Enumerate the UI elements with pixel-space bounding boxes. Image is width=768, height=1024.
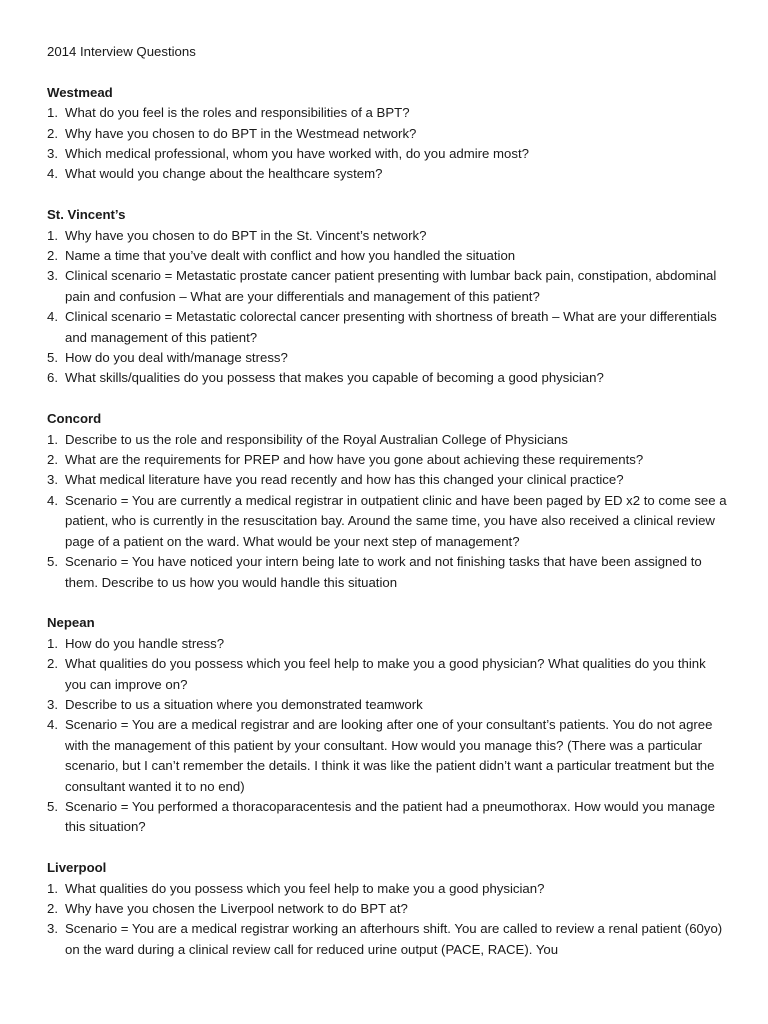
question-text: Why have you chosen to do BPT in the St. Vincent’s network? xyxy=(65,227,427,243)
question-text: What qualities do you possess which you feel help to make you a good physician? xyxy=(65,880,545,896)
question-text: Scenario = You are a medical registrar and are looking after one of your consultant’s patients. You do not agree with the management of this patient by your consultant. How would you manage this? (There was a particular scenario, but I can’t remember the details. I think it was like the patient didn’t want a particular treatment but the consultant wanted it to no end) xyxy=(65,717,715,794)
question-number: 2. xyxy=(47,656,58,672)
question-number: 1. xyxy=(47,227,58,243)
question-number: 2. xyxy=(47,900,58,916)
question-item xyxy=(47,266,728,307)
question-number: 2. xyxy=(47,248,58,264)
question-text: What are the requirements for PREP and how have you gone about achieving these requirements? xyxy=(65,452,644,468)
question-list xyxy=(47,103,728,185)
section-nepean xyxy=(47,613,728,837)
question-item xyxy=(47,695,728,715)
question-text: Scenario = You are currently a medical registrar in outpatient clinic and have been paged by ED x2 to come see a patient, who is currently in the resuscitation bay. Around the same time, you have also received a clinical review page of a patient on the ward. What would be your next step of management? xyxy=(65,492,727,549)
question-number: 2. xyxy=(47,452,58,468)
question-item xyxy=(47,491,728,552)
question-number: 1. xyxy=(47,880,58,896)
question-item xyxy=(47,144,728,164)
question-item xyxy=(47,797,728,838)
question-number: 1. xyxy=(47,105,58,121)
question-number: 3. xyxy=(47,268,58,284)
question-text: Name a time that you’ve dealt with conflict and how you handled the situation xyxy=(65,248,516,264)
question-text: What medical literature have you read recently and how has this changed your clinical practice? xyxy=(65,472,624,488)
section-liverpool xyxy=(47,858,728,960)
section-title: Concord xyxy=(47,411,102,427)
section-westmead xyxy=(47,83,728,185)
question-number: 4. xyxy=(47,309,58,325)
question-item xyxy=(47,654,728,695)
question-item xyxy=(47,368,728,388)
question-item xyxy=(47,164,728,184)
section-title: Liverpool xyxy=(47,860,107,876)
question-text: Scenario = You have noticed your intern being late to work and not finishing tasks that have been assigned to them. Describe to us how you would handle this situation xyxy=(65,554,702,590)
question-item xyxy=(47,470,728,490)
question-number: 1. xyxy=(47,431,58,447)
question-number: 4. xyxy=(47,717,58,733)
question-item xyxy=(47,634,728,654)
question-item xyxy=(47,103,728,123)
question-item xyxy=(47,124,728,144)
question-item xyxy=(47,246,728,266)
question-text: What do you feel is the roles and responsibilities of a BPT? xyxy=(65,105,410,121)
document-title: 2014 Interview Questions xyxy=(47,44,196,59)
question-item xyxy=(47,899,728,919)
question-text: What would you change about the healthcare system? xyxy=(65,166,383,182)
question-number: 3. xyxy=(47,696,58,712)
question-item xyxy=(47,226,728,246)
section-title: Nepean xyxy=(47,615,95,631)
section-title: Westmead xyxy=(47,84,113,100)
question-text: Scenario = You performed a thoracoparacentesis and the patient had a pneumothorax. How would you manage this situation? xyxy=(65,798,715,835)
question-item xyxy=(47,919,728,960)
question-list xyxy=(47,226,728,389)
question-text: Describe to us a situation where you demonstrated teamwork xyxy=(65,696,423,712)
question-item xyxy=(47,430,728,450)
section-st-vincent-s xyxy=(47,205,728,389)
question-number: 2. xyxy=(47,125,58,141)
question-number: 5. xyxy=(47,798,58,814)
question-text: Why have you chosen the Liverpool network to do BPT at? xyxy=(65,900,408,916)
question-number: 4. xyxy=(47,166,58,182)
question-text: Which medical professional, whom you have worked with, do you admire most? xyxy=(65,146,529,162)
question-text: How do you handle stress? xyxy=(65,635,225,651)
question-number: 5. xyxy=(47,554,58,570)
question-number: 3. xyxy=(47,472,58,488)
question-list xyxy=(47,879,728,961)
question-text: What skills/qualities do you possess that makes you capable of becoming a good physician? xyxy=(65,370,604,386)
question-text: How do you deal with/manage stress? xyxy=(65,350,288,366)
question-item xyxy=(47,450,728,470)
question-number: 4. xyxy=(47,492,58,508)
section-concord xyxy=(47,409,728,593)
question-list xyxy=(47,634,728,838)
question-text: Why have you chosen to do BPT in the Westmead network? xyxy=(65,125,417,141)
question-text: What qualities do you possess which you feel help to make you a good physician? What qualities do you think you can improve on? xyxy=(65,656,706,692)
section-title: St. Vincent’s xyxy=(47,207,126,223)
question-item xyxy=(47,879,728,899)
question-number: 3. xyxy=(47,146,58,162)
sections-container xyxy=(47,83,728,960)
question-number: 3. xyxy=(47,921,58,937)
question-item xyxy=(47,348,728,368)
question-number: 1. xyxy=(47,635,58,651)
question-number: 6. xyxy=(47,370,58,386)
question-item xyxy=(47,715,728,797)
question-text: Clinical scenario = Metastatic colorectal cancer presenting with shortness of breath – What are your differentials and management of this patient? xyxy=(65,309,717,345)
question-text: Scenario = You are a medical registrar working an afterhours shift. You are called to review a renal patient (60yo) on the ward during a clinical review call for reduced urine output (PACE, RACE). You xyxy=(65,921,723,957)
question-item xyxy=(47,307,728,348)
question-list xyxy=(47,430,728,593)
question-text: Clinical scenario = Metastatic prostate cancer patient presenting with lumbar back pain, constipation, abdominal pain and confusion – What are your differentials and management of this patient? xyxy=(65,268,717,304)
question-item xyxy=(47,552,728,593)
question-text: Describe to us the role and responsibility of the Royal Australian College of Physicians xyxy=(65,431,568,447)
question-number: 5. xyxy=(47,350,58,366)
